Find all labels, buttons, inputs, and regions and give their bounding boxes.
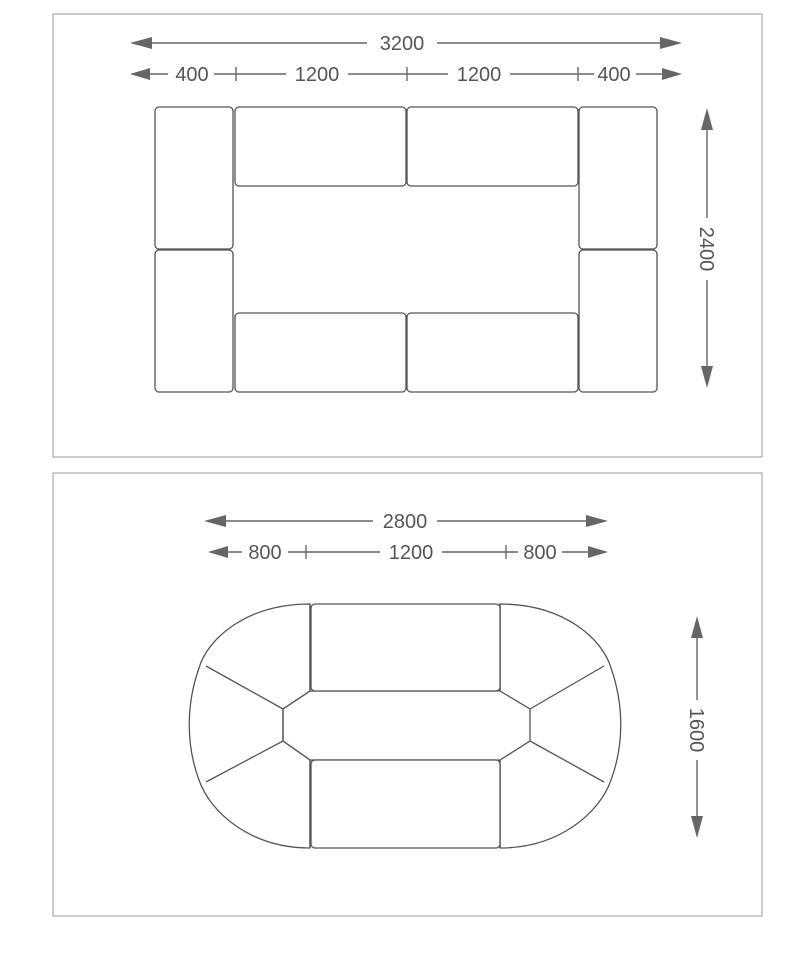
dimension-total-width [130,33,682,55]
dimension-label-segment: 1200 [294,64,340,86]
arrow-down-icon [701,366,713,388]
dimension-segments [130,64,682,86]
arrow-left-icon [204,515,226,527]
sofa-module [235,107,406,186]
dimension-label-segment: 1200 [456,64,502,86]
arrow-left-icon [208,546,228,558]
sofa-module [311,604,500,691]
corner-module [579,250,657,392]
sofa-modules-oval [189,604,621,848]
dimension-label-depth: 2400 [695,226,717,272]
arrow-down-icon [691,816,703,838]
corner-module [155,107,233,249]
dimension-label-depth: 1600 [685,707,707,753]
dimension-label-total-width: 2800 [382,511,428,533]
dimension-label-segment: 400 [597,64,631,86]
dimension-depth [685,616,707,838]
arrow-left-icon [130,68,150,80]
arrow-up-icon [691,616,703,638]
inner-opening [283,691,530,760]
arrow-right-icon [588,546,608,558]
sofa-module [407,107,578,186]
arrow-right-icon [662,68,682,80]
sofa-module [311,760,500,848]
arrow-right-icon [586,515,608,527]
dimension-segments [208,542,608,564]
arrow-up-icon [701,108,713,130]
dimension-label-segment: 1200 [388,542,434,564]
arrow-left-icon [130,37,152,49]
corner-module [579,107,657,249]
dimension-depth [695,108,717,388]
rectangular-layout-panel [53,14,762,457]
dimension-label-total-width: 3200 [379,33,425,55]
oval-layout-panel [53,473,762,916]
corner-module [155,250,233,392]
dimension-label-segment: 400 [175,64,209,86]
sofa-module [407,313,578,392]
sofa-modules-rectangular [155,107,657,392]
arrow-right-icon [660,37,682,49]
dimension-label-segment: 800 [248,542,282,564]
dimension-total-width [204,511,608,533]
dimension-label-segment: 800 [523,542,557,564]
sofa-module [235,313,406,392]
